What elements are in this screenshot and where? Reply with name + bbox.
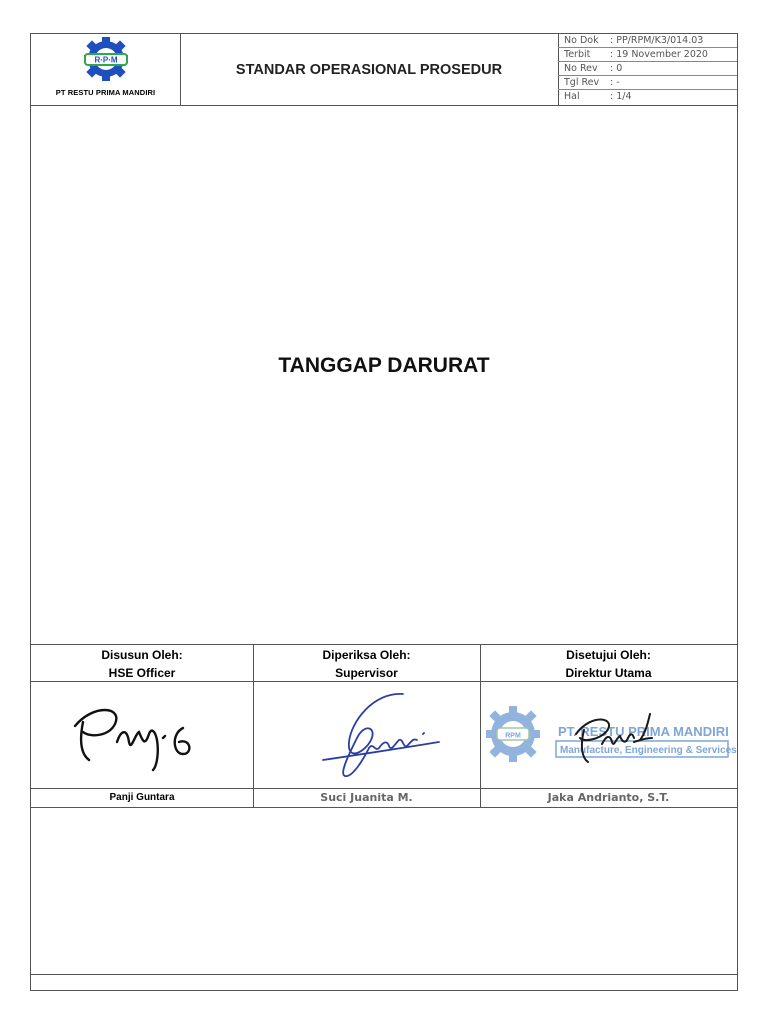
approver-name: Suci Juanita M. [320, 791, 413, 804]
approval-role [31, 645, 253, 682]
logo-cell [31, 34, 181, 105]
signature-icon [31, 682, 253, 788]
approval-table [31, 644, 737, 808]
document-header [31, 34, 737, 106]
meta-row-hal: Hal : 1/4 [564, 91, 632, 102]
document-frame [30, 33, 738, 991]
stamp-logo-text: RPM [505, 732, 521, 740]
approval-role [253, 645, 480, 682]
stamp-tagline-text: Manufacture, Engineering & Services [560, 745, 737, 756]
approval-position: Supervisor [335, 666, 398, 680]
approval-label: Disusun Oleh: [101, 648, 183, 662]
stamp-company-text: PT. RESTU PRIMA MANDIRI [558, 724, 729, 739]
company-logo-icon [77, 37, 135, 87]
company-stamp-icon [480, 682, 737, 788]
signature-box [253, 682, 480, 789]
meta-row-no-rev: No Rev : 0 [558, 62, 737, 76]
approval-label: Disetujui Oleh: [566, 648, 651, 662]
approval-label: Diperiksa Oleh: [322, 648, 411, 662]
meta-row-no-dok: No Dok : PP/RPM/K3/014.03 [558, 34, 737, 48]
approval-column-prepared [31, 645, 254, 807]
approver-name: Jaka Andrianto, S.T. [547, 791, 670, 804]
approval-position: Direktur Utama [565, 666, 652, 680]
signature-box [480, 682, 737, 789]
meta-row-terbit: Terbit : 19 November 2020 [558, 48, 737, 62]
signature-box [31, 682, 253, 789]
approval-position: HSE Officer [108, 666, 176, 680]
header-title: STANDAR OPERASIONAL PROSEDUR [180, 34, 559, 105]
logo-text: R·P·M [94, 55, 118, 65]
approver-name: Panji Guntara [109, 792, 175, 803]
approval-column-approved [480, 645, 737, 807]
signature-icon [253, 682, 480, 788]
footer-divider [31, 974, 737, 975]
approval-column-checked [253, 645, 481, 807]
company-name: PT RESTU PRIMA MANDIRI [55, 88, 156, 97]
meta-row-tgl-rev: Tgl Rev : - [558, 76, 737, 90]
approval-role [480, 645, 737, 682]
document-title: TANGGAP DARURAT [278, 354, 490, 377]
document-meta-table [558, 34, 737, 105]
